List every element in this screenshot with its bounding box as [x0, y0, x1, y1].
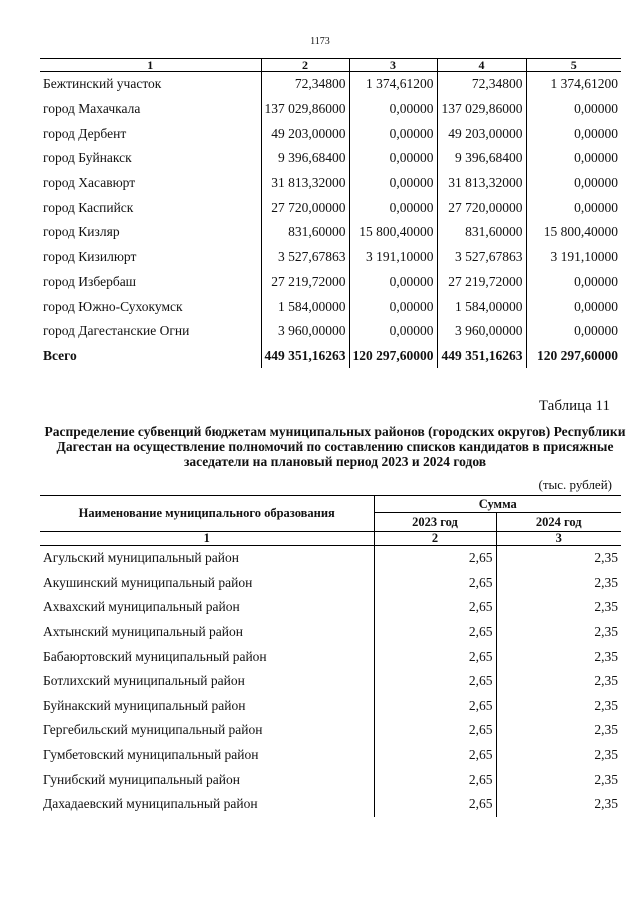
- total-label: Всего: [40, 344, 261, 369]
- value-2024: 2,35: [594, 550, 618, 566]
- value-col-4: 831,60000: [437, 220, 526, 245]
- value-col-4: 31 813,32000: [437, 171, 526, 196]
- value-col-2: 31 813,32000: [261, 171, 349, 196]
- municipality-name: город Дагестанские Огни: [40, 319, 261, 344]
- value-col-3: 0,00000: [349, 319, 437, 344]
- value-2023: 2,65: [374, 546, 496, 571]
- municipality-name: Акушинский муниципальный район: [40, 571, 374, 596]
- value-2023: 2,65: [374, 644, 496, 669]
- header-year-2023: 2023 год: [374, 513, 496, 532]
- value-col-3: 3 191,10000: [349, 245, 437, 270]
- subvention-table-continued: [40, 58, 621, 368]
- column-number: 2: [261, 59, 349, 72]
- municipality-name: город Каспийск: [40, 195, 261, 220]
- table-row: [40, 718, 621, 743]
- value-col-3: 0,00000: [349, 146, 437, 171]
- table-row: [40, 220, 621, 245]
- value-col-3: 0,00000: [349, 294, 437, 319]
- table-caption: Таблица 11: [538, 398, 610, 414]
- column-number: 5: [526, 59, 621, 72]
- value-col-4: 9 396,68400: [437, 146, 526, 171]
- value-2024: 2,35: [594, 796, 618, 812]
- municipality-name: Дахадаевский муниципальный район: [40, 792, 374, 817]
- value-col-3: 0,00000: [349, 270, 437, 295]
- municipality-name: город Дербент: [40, 121, 261, 146]
- municipality-name: Гергебильский муниципальный район: [40, 718, 374, 743]
- value-col-3: 0,00000: [349, 171, 437, 196]
- value-col-2: 27 219,72000: [261, 270, 349, 295]
- table-title: Распределение субвенций бюджетам муниципальных районов (городских округов) Республики Дагестан на осуществление полномочий по составлению списков кандидатов в присяжные заседатели на плановый период 2023 и 2024 годов: [44, 424, 626, 469]
- value-2024: 2,35: [594, 673, 618, 689]
- column-number: 4: [437, 59, 526, 72]
- value-col-4: 72,34800: [437, 72, 526, 97]
- value-2024: 2,35: [594, 722, 618, 738]
- value-2024: 2,35: [594, 747, 618, 763]
- value-col-3: 0,00000: [349, 195, 437, 220]
- value-2023: 2,65: [374, 620, 496, 645]
- municipality-name: город Буйнакск: [40, 146, 261, 171]
- column-number: 3: [349, 59, 437, 72]
- table-11: [40, 495, 621, 817]
- value-col-4: 27 219,72000: [437, 270, 526, 295]
- table-row: [40, 121, 621, 146]
- header-sum: Сумма: [374, 496, 621, 513]
- value-2023: 2,65: [374, 743, 496, 768]
- municipality-name: Буйнакский муниципальный район: [40, 694, 374, 719]
- municipality-name: город Избербаш: [40, 270, 261, 295]
- value-2023: 2,65: [374, 718, 496, 743]
- value-col-2: 49 203,00000: [261, 121, 349, 146]
- municipality-name: Гумбетовский муниципальный район: [40, 743, 374, 768]
- value-2023: 2,65: [374, 571, 496, 596]
- table-row: [40, 546, 621, 571]
- municipality-name: Агульский муниципальный район: [40, 546, 374, 571]
- header-municipality: Наименование муниципального образования: [40, 496, 374, 532]
- value-col-4: 3 960,00000: [437, 319, 526, 344]
- value-2024: 2,35: [594, 697, 618, 713]
- value-col-5: 3 191,10000: [550, 249, 618, 265]
- table-row: [40, 743, 621, 768]
- table-row: [40, 146, 621, 171]
- value-col-2: 72,34800: [261, 72, 349, 97]
- total-col-3: 120 297,60000: [349, 344, 437, 369]
- table-row: [40, 767, 621, 792]
- table-row: [40, 595, 621, 620]
- table-row: [40, 171, 621, 196]
- value-2024: 2,35: [594, 599, 618, 615]
- value-col-4: 1 584,00000: [437, 294, 526, 319]
- municipality-name: Бежтинский участок: [40, 72, 261, 97]
- table-row: [40, 571, 621, 596]
- value-col-2: 3 960,00000: [261, 319, 349, 344]
- value-col-5: 15 800,40000: [543, 224, 618, 240]
- municipality-name: Ахтынский муниципальный район: [40, 620, 374, 645]
- value-col-5: 0,00000: [574, 323, 618, 339]
- value-col-5: 0,00000: [574, 150, 618, 166]
- value-2023: 2,65: [374, 669, 496, 694]
- value-col-2: 831,60000: [261, 220, 349, 245]
- value-col-3: 1 374,61200: [349, 72, 437, 97]
- value-col-3: 0,00000: [349, 121, 437, 146]
- column-number: 2: [374, 532, 496, 546]
- column-number: 1: [40, 532, 374, 546]
- value-2023: 2,65: [374, 694, 496, 719]
- value-col-4: 49 203,00000: [437, 121, 526, 146]
- municipality-name: город Кизляр: [40, 220, 261, 245]
- total-col-5: 120 297,60000: [537, 347, 618, 363]
- municipality-name: Гунибский муниципальный район: [40, 767, 374, 792]
- municipality-name: город Хасавюрт: [40, 171, 261, 196]
- value-col-5: 0,00000: [574, 199, 618, 215]
- total-row: [40, 344, 621, 369]
- table-row: [40, 792, 621, 817]
- municipality-name: город Южно-Сухокумск: [40, 294, 261, 319]
- value-2023: 2,65: [374, 767, 496, 792]
- value-col-3: 15 800,40000: [349, 220, 437, 245]
- header-year-2024: 2024 год: [496, 513, 621, 532]
- column-number-row: [40, 59, 621, 72]
- table-row: [40, 294, 621, 319]
- page-number: 1173: [310, 36, 330, 47]
- value-col-5: 0,00000: [574, 175, 618, 191]
- table-row: [40, 620, 621, 645]
- units-label: (тыс. рублей): [538, 477, 612, 492]
- value-2024: 2,35: [594, 648, 618, 664]
- value-col-5: 0,00000: [574, 273, 618, 289]
- value-2024: 2,35: [594, 771, 618, 787]
- table-row: [40, 195, 621, 220]
- column-number: 3: [496, 532, 621, 546]
- value-col-5: 0,00000: [574, 125, 618, 141]
- municipality-name: Бабаюртовский муниципальный район: [40, 644, 374, 669]
- value-col-5: 0,00000: [574, 298, 618, 314]
- municipality-name: Ахвахский муниципальный район: [40, 595, 374, 620]
- value-col-5: 1 374,61200: [550, 76, 618, 92]
- table-row: [40, 319, 621, 344]
- municipality-name: Ботлихский муниципальный район: [40, 669, 374, 694]
- value-col-2: 9 396,68400: [261, 146, 349, 171]
- value-col-2: 137 029,86000: [261, 97, 349, 122]
- value-col-4: 27 720,00000: [437, 195, 526, 220]
- table-row: [40, 270, 621, 295]
- value-2024: 2,35: [594, 574, 618, 590]
- value-col-4: 3 527,67863: [437, 245, 526, 270]
- municipality-name: город Махачкала: [40, 97, 261, 122]
- value-col-2: 1 584,00000: [261, 294, 349, 319]
- total-col-4: 449 351,16263: [437, 344, 526, 369]
- value-col-2: 3 527,67863: [261, 245, 349, 270]
- column-number: 1: [40, 59, 261, 72]
- value-2024: 2,35: [594, 624, 618, 640]
- table-row: [40, 72, 621, 97]
- value-col-4: 137 029,86000: [437, 97, 526, 122]
- total-col-2: 449 351,16263: [261, 344, 349, 369]
- value-2023: 2,65: [374, 595, 496, 620]
- table-row: [40, 644, 621, 669]
- value-col-3: 0,00000: [349, 97, 437, 122]
- value-2023: 2,65: [374, 792, 496, 817]
- table-row: [40, 97, 621, 122]
- table-row: [40, 694, 621, 719]
- value-col-5: 0,00000: [574, 101, 618, 117]
- municipality-name: город Кизилюрт: [40, 245, 261, 270]
- table-row: [40, 245, 621, 270]
- table-row: [40, 669, 621, 694]
- value-col-2: 27 720,00000: [261, 195, 349, 220]
